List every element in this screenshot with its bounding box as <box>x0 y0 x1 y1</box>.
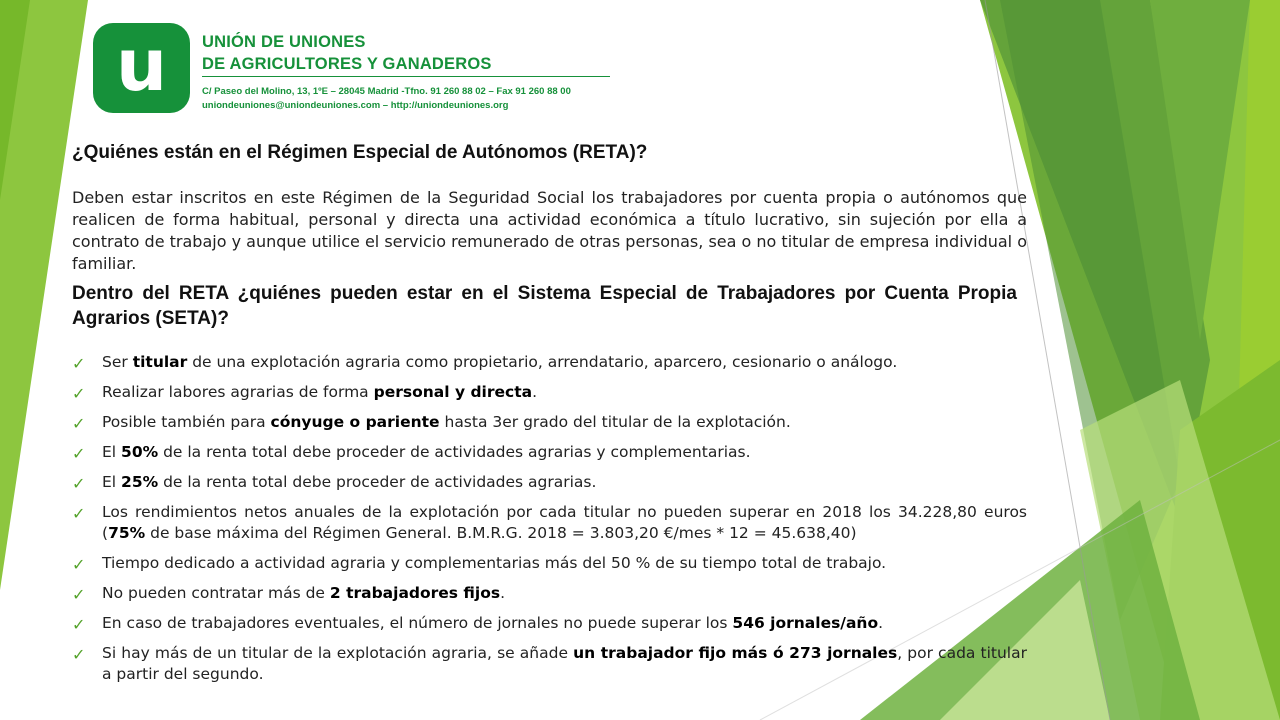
org-email-web: uniondeuniones@uniondeuniones.com – http://uniondeuniones.org <box>202 100 509 111</box>
list-item: ✓ No pueden contratar más de 2 trabajadores fijos. <box>72 584 506 604</box>
org-name-line2: DE AGRICULTORES Y GANADEROS <box>202 55 492 73</box>
brand-logo <box>93 23 190 113</box>
check-icon: ✓ <box>72 354 86 373</box>
list-item: ✓ Los rendimientos netos anuales de la explotación por cada titular no pueden superar en 2018 los 34.228,80 euros (75% de base máxima del Régimen General. B.M.R.G. 2018 = 3.803,20 €/mes * 12 = 45.638,40) <box>72 503 1027 542</box>
org-contact-block <box>202 85 571 113</box>
list-item: ✓ Realizar labores agrarias de forma personal y directa. <box>72 383 537 403</box>
list-item: ✓ Posible también para cónyuge o pariente hasta 3er grado del titular de la explotación. <box>72 413 791 433</box>
list-item: ✓ En caso de trabajadores eventuales, el número de jornales no puede superar los 546 jornales/año. <box>72 614 884 634</box>
list-item: ✓ Ser titular de una explotación agraria como propietario, arrendatario, aparcero, cesionario o análogo. <box>72 353 898 373</box>
intro-paragraph: Deben estar inscritos en este Régimen de la Seguridad Social los trabajadores por cuenta propia o autónomos que realicen de forma habitual, personal y directa una actividad económica a título lucrativo, sin sujeción por ella a contrato de trabajo y aunque utilice el servicio remunerado de otras personas, sea o no titular de empresa individual o familiar. <box>72 188 1027 273</box>
check-icon: ✓ <box>72 615 86 634</box>
list-item: ✓ El 50% de la renta total debe proceder de actividades agrarias y complementarias. <box>72 443 751 463</box>
header-divider <box>202 76 610 77</box>
check-icon: ✓ <box>72 414 86 433</box>
heading-seta: Dentro del RETA ¿quiénes pueden estar en el Sistema Especial de Trabajadores por Cuenta Propia Agrarios (SETA)? <box>72 283 1017 329</box>
check-icon: ✓ <box>72 504 86 523</box>
logo-letter: u <box>115 23 168 107</box>
check-icon: ✓ <box>72 444 86 463</box>
check-icon: ✓ <box>72 474 86 493</box>
list-item: ✓ Tiempo dedicado a actividad agraria y complementarias más del 50 % de su tiempo total de trabajo. <box>72 554 887 574</box>
check-icon: ✓ <box>72 585 86 604</box>
org-name-line1: UNIÓN DE UNIONES <box>202 33 366 51</box>
check-icon: ✓ <box>72 384 86 403</box>
requirements-list <box>72 352 1027 694</box>
heading-reta: ¿Quiénes están en el Régimen Especial de Autónomos (RETA)? <box>72 142 648 163</box>
list-item: ✓ Si hay más de un titular de la explotación agraria, se añade un trabajador fijo más ó 273 jornales, por cada titular a partir del segundo. <box>72 644 1027 683</box>
check-icon: ✓ <box>72 555 86 574</box>
list-item: ✓ El 25% de la renta total debe proceder de actividades agrarias. <box>72 473 597 493</box>
org-address: C/ Paseo del Molino, 13, 1ºE – 28045 Madrid -Tfno. 91 260 88 02 – Fax 91 260 88 00 <box>202 86 571 97</box>
check-icon: ✓ <box>72 645 86 664</box>
org-name <box>202 31 492 75</box>
